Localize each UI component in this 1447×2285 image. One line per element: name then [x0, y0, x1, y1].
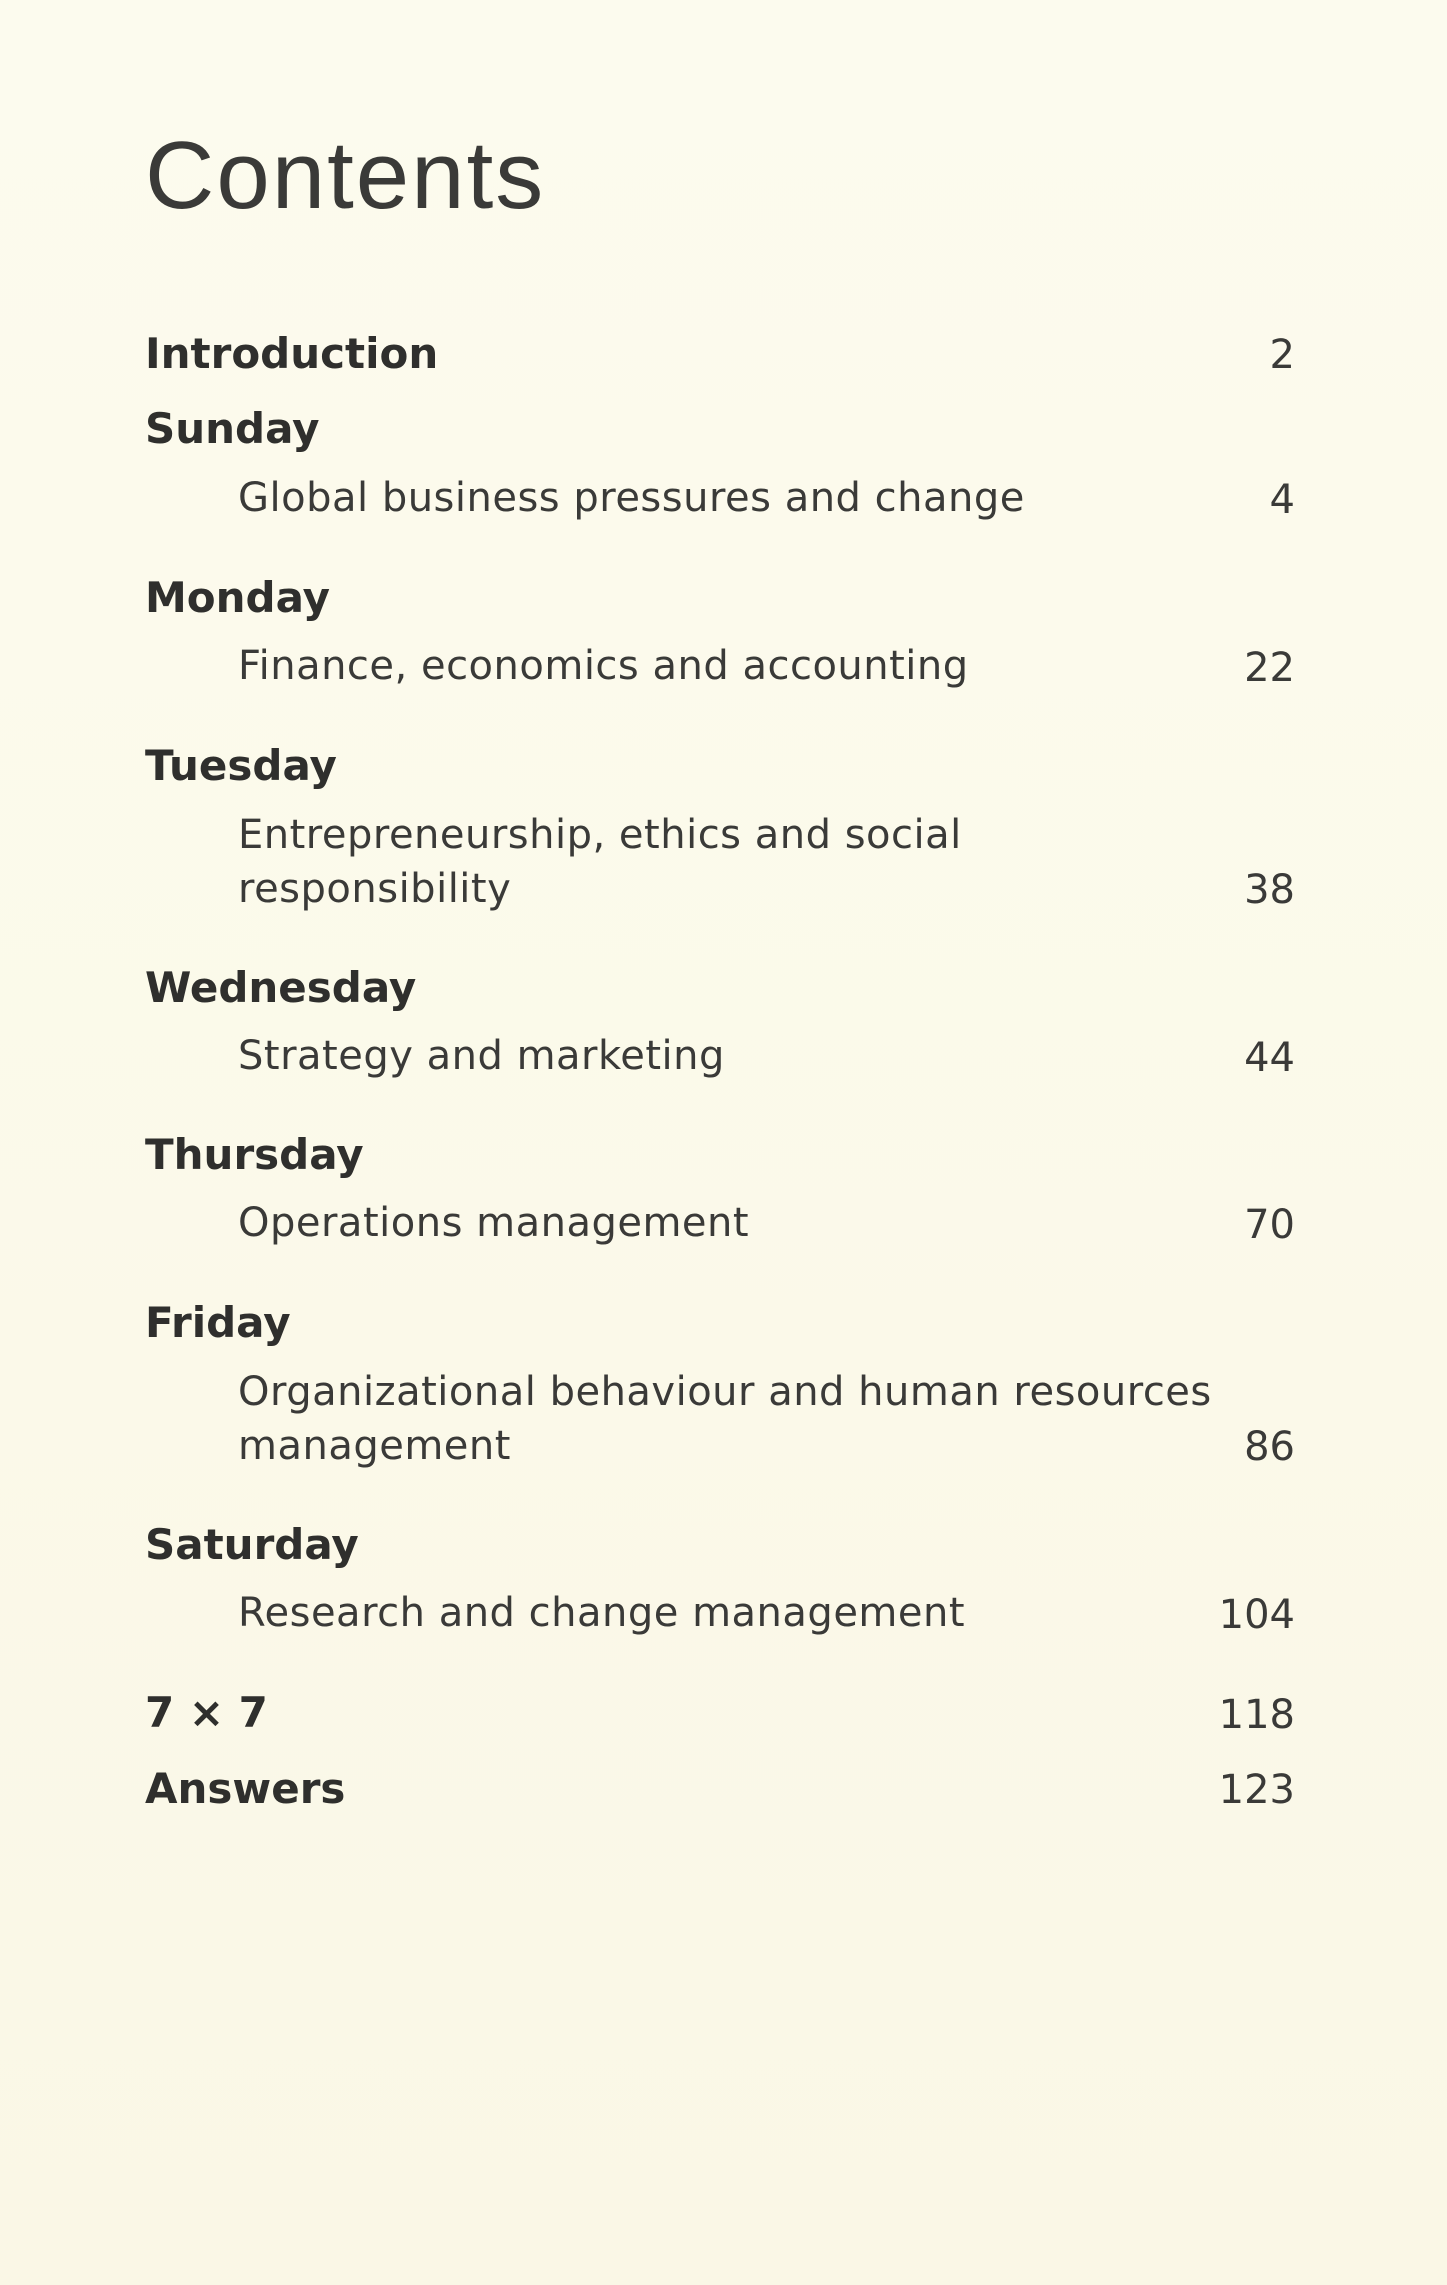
toc-heading-friday: Friday	[145, 1298, 291, 1347]
toc-heading-monday: Monday	[145, 573, 331, 622]
toc-page-number-introduction: 2	[1269, 332, 1295, 378]
toc-page-number-sunday: 4	[1269, 477, 1295, 523]
toc-topic-line: Research and change management	[238, 1590, 966, 1636]
toc-topic-line: Global business pressures and change	[238, 475, 1025, 521]
toc-topic-line: Finance, economics and accounting	[238, 643, 969, 689]
page-title: Contents	[145, 122, 546, 229]
toc-page-number-wednesday: 44	[1244, 1035, 1295, 1081]
toc-page-number-monday: 22	[1244, 645, 1295, 691]
toc-topic-wednesday	[238, 1029, 725, 1083]
toc-heading-sunday: Sunday	[145, 404, 320, 453]
toc-topic-sunday	[238, 471, 1025, 525]
toc-page-number-saturday: 104	[1218, 1592, 1295, 1638]
toc-heading-thursday: Thursday	[145, 1130, 364, 1179]
toc-page-number-tuesday: 38	[1244, 867, 1295, 913]
toc-topic-line: Entrepreneurship, ethics and social	[238, 812, 962, 858]
toc-heading-tuesday: Tuesday	[145, 741, 337, 790]
toc-heading-introduction: Introduction	[145, 329, 439, 378]
toc-page-number-thursday: 70	[1244, 1202, 1295, 1248]
toc-page-number-friday: 86	[1244, 1424, 1295, 1470]
toc-topic-line: responsibility	[238, 866, 512, 912]
toc-topic-monday	[238, 639, 969, 693]
toc-heading-answers: Answers	[145, 1764, 346, 1813]
toc-topic-tuesday	[238, 808, 962, 916]
toc-heading-wednesday: Wednesday	[145, 963, 417, 1012]
toc-topic-thursday	[238, 1196, 749, 1250]
toc-heading-saturday: Saturday	[145, 1520, 359, 1569]
toc-topic-line: Organizational behaviour and human resources	[238, 1369, 1212, 1415]
toc-topic-saturday	[238, 1586, 965, 1640]
toc-page-number-seven-by-seven: 118	[1218, 1692, 1295, 1738]
toc-topic-line: management	[238, 1423, 511, 1469]
toc-page-number-answers: 123	[1218, 1767, 1295, 1813]
toc-topic-line: Strategy and marketing	[238, 1033, 725, 1079]
toc-heading-seven-by-seven: 7 × 7	[145, 1688, 268, 1737]
toc-topic-friday	[238, 1365, 1212, 1473]
toc-topic-line: Operations management	[238, 1200, 750, 1246]
